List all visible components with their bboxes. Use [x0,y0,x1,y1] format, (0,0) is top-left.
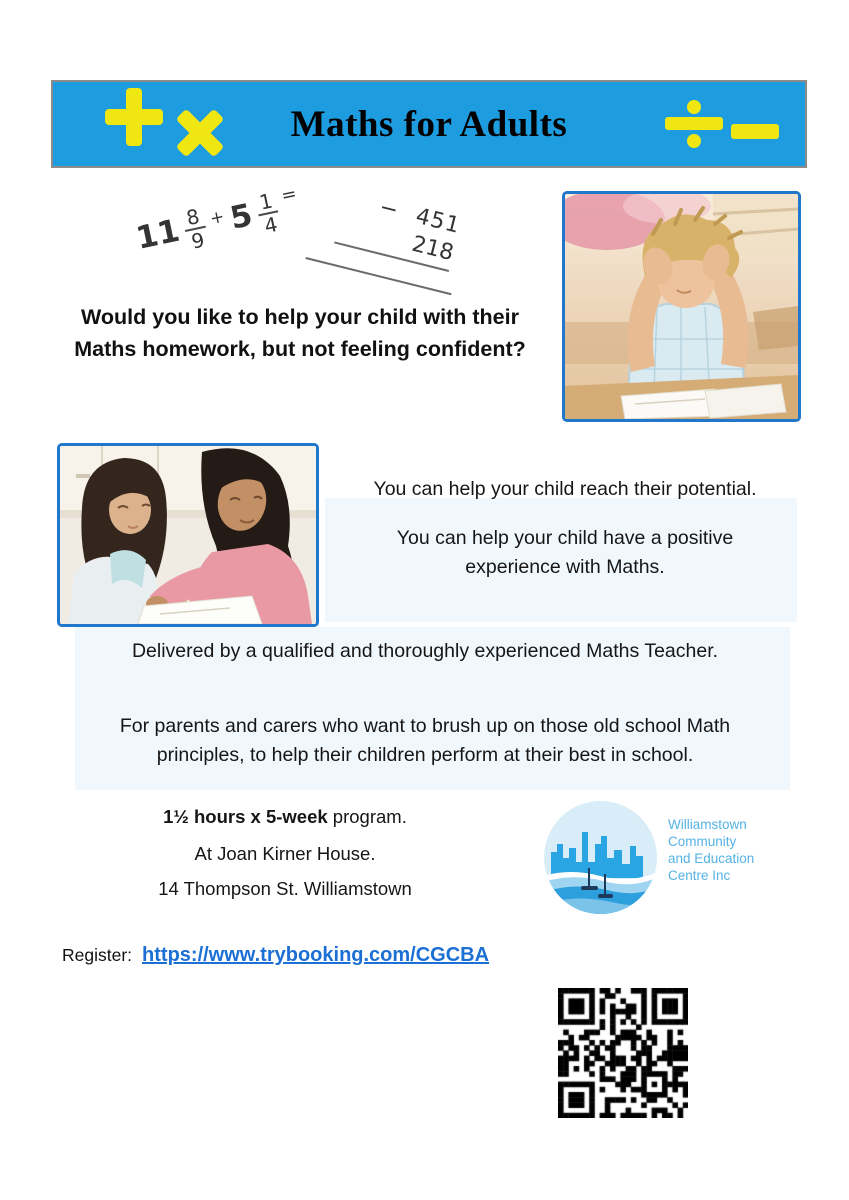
program-address: 14 Thompson St. Williamstown [158,878,412,899]
positive-text: You can help your child have a positive experience with Maths. [396,527,734,579]
fraction-whole-2: 5 [227,197,256,237]
mother-daughter-illustration [60,446,316,624]
divide-icon [665,100,723,148]
frustrated-boy-photo [562,191,801,422]
minuend: 451 [413,203,463,239]
minus-icon [731,124,779,139]
answer-rule-line [306,257,452,295]
fraction-2: $\frac{1}{4}$ [254,190,283,237]
header-banner [51,80,807,168]
fraction-sum-doodle [132,183,303,260]
subtraction-doodle [327,185,463,294]
delivered-text: Delivered by a qualified and thoroughly experienced Maths Teacher. [131,640,719,662]
multiply-icon [173,106,227,160]
parents-text: For parents and carers who want to brush up on those old school Math principles, to help their children perform at their best in school. [119,715,731,767]
equals-sign: = [279,182,299,207]
headline-question: Would you like to help your child with their Maths homework, but not feeling confident? [74,305,526,362]
fraction-whole-1: 11 [133,212,183,257]
subtraction-operator: − [376,194,402,224]
wcec-logo [543,800,658,915]
flyer-title: Maths for Adults [290,103,568,145]
potential-text: You can help your child reach their potential. [373,478,757,500]
program-venue: At Joan Kirner House. [194,843,376,864]
subtrahend: 218 [409,231,457,266]
wcec-logo-text: Williamstown Community and Education Centre Inc [668,817,755,883]
fraction-1: $\frac{8}{9}$ [181,205,210,252]
frustrated-boy-illustration [565,194,798,419]
qr-code [558,988,688,1118]
register-label: Register: [62,945,133,965]
program-duration: 1½ hours x 5-week program. [163,806,407,827]
booking-link[interactable]: https://www.trybooking.com/CGCBA [142,944,490,966]
register-row [62,944,489,967]
fraction-operator: + [208,206,227,230]
plus-icon [105,88,163,146]
mother-daughter-photo [57,443,319,627]
